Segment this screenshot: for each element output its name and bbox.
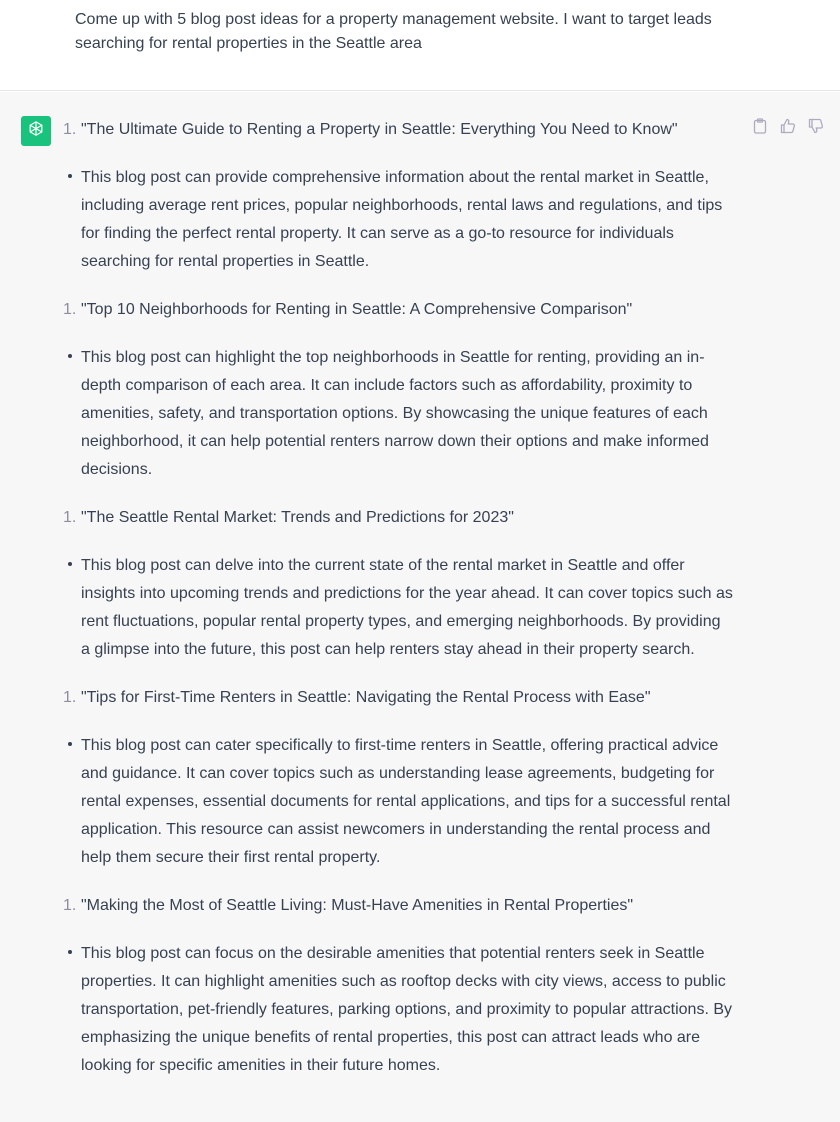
assistant-response bbox=[63, 116, 733, 1100]
assistant-message bbox=[0, 92, 840, 1122]
list-item bbox=[63, 684, 733, 872]
idea-description-text: This blog post can provide comprehensive information about the rental market in Seattle, including average rent prices, popular neighborhoods, rental laws and regulations, and tips for finding the perfect rental property. It can serve as a go-to resource for individuals searching for rental properties in Seattle. bbox=[81, 169, 723, 270]
copy-button[interactable] bbox=[752, 120, 768, 136]
idea-title: "Top 10 Neighborhoods for Renting in Seattle: A Comprehensive Comparison" bbox=[81, 301, 633, 318]
idea-heading bbox=[63, 892, 733, 920]
list-number: 1. bbox=[63, 897, 77, 914]
assistant-avatar bbox=[21, 116, 51, 146]
list-number: 1. bbox=[63, 509, 77, 526]
list-item bbox=[63, 504, 733, 664]
idea-heading bbox=[63, 684, 733, 712]
idea-description bbox=[63, 164, 733, 276]
bullet-icon bbox=[68, 562, 72, 566]
idea-description-text: This blog post can cater specifically to first-time renters in Seattle, offering practical advice and guidance. It can cover topics such as understanding lease agreements, budgeting for rental expenses, essential documents for rental applications, and tips for a successful rental application. This resource can assist newcomers in understanding the rental process and help them secure their first rental property. bbox=[81, 737, 731, 866]
bullet-icon bbox=[68, 950, 72, 954]
idea-title: "Making the Most of Seattle Living: Must-Have Amenities in Rental Properties" bbox=[81, 897, 634, 914]
idea-description-text: This blog post can focus on the desirable amenities that potential renters seek in Seattle properties. It can highlight amenities such as rooftop decks with city views, access to public transportation, pet-friendly features, parking options, and proximity to popular attractions. By emphasizing the unique benefits of rental properties, this post can attract leads who are looking for specific amenities in their future homes. bbox=[81, 945, 733, 1074]
idea-title: "Tips for First-Time Renters in Seattle: Navigating the Rental Process with Ease" bbox=[81, 689, 651, 706]
thumbs-up-button[interactable] bbox=[780, 120, 796, 136]
user-prompt-text: Come up with 5 blog post ideas for a property management website. I want to target leads searching for rental properties in the Seattle area bbox=[75, 11, 712, 52]
idea-description bbox=[63, 940, 733, 1080]
idea-description-text: This blog post can highlight the top neighborhoods in Seattle for renting, providing an in-depth comparison of each area. It can include factors such as affordability, proximity to amenities, safety, and transportation options. By showcasing the unique features of each neighborhood, it can help potential renters narrow down their options and make informed decisions. bbox=[81, 349, 709, 478]
thumbs-up-icon bbox=[780, 118, 796, 139]
bullet-icon bbox=[68, 742, 72, 746]
idea-title: "The Seattle Rental Market: Trends and Predictions for 2023" bbox=[81, 509, 514, 526]
list-number: 1. bbox=[63, 689, 77, 706]
list-number: 1. bbox=[63, 121, 77, 138]
idea-description bbox=[63, 732, 733, 872]
list-item bbox=[63, 116, 733, 276]
idea-heading bbox=[63, 504, 733, 532]
message-actions bbox=[752, 120, 824, 136]
thumbs-down-icon bbox=[808, 118, 824, 139]
list-number: 1. bbox=[63, 301, 77, 318]
thumbs-down-button[interactable] bbox=[808, 120, 824, 136]
openai-logo-icon bbox=[26, 119, 46, 144]
idea-description bbox=[63, 552, 733, 664]
idea-heading bbox=[63, 296, 733, 324]
idea-title: "The Ultimate Guide to Renting a Property in Seattle: Everything You Need to Know" bbox=[81, 121, 678, 138]
list-item bbox=[63, 892, 733, 1080]
list-item bbox=[63, 296, 733, 484]
clipboard-icon bbox=[753, 118, 767, 139]
idea-heading bbox=[63, 116, 733, 144]
idea-description-text: This blog post can delve into the current state of the rental market in Seattle and offer insights into upcoming trends and predictions for the year ahead. It can cover topics such as rent fluctuations, popular rental property types, and emerging neighborhoods. By providing a glimpse into the future, this post can help renters stay ahead in their property search. bbox=[81, 557, 733, 658]
bullet-icon bbox=[68, 174, 72, 178]
user-message bbox=[0, 0, 840, 91]
idea-description bbox=[63, 344, 733, 484]
bullet-icon bbox=[68, 354, 72, 358]
